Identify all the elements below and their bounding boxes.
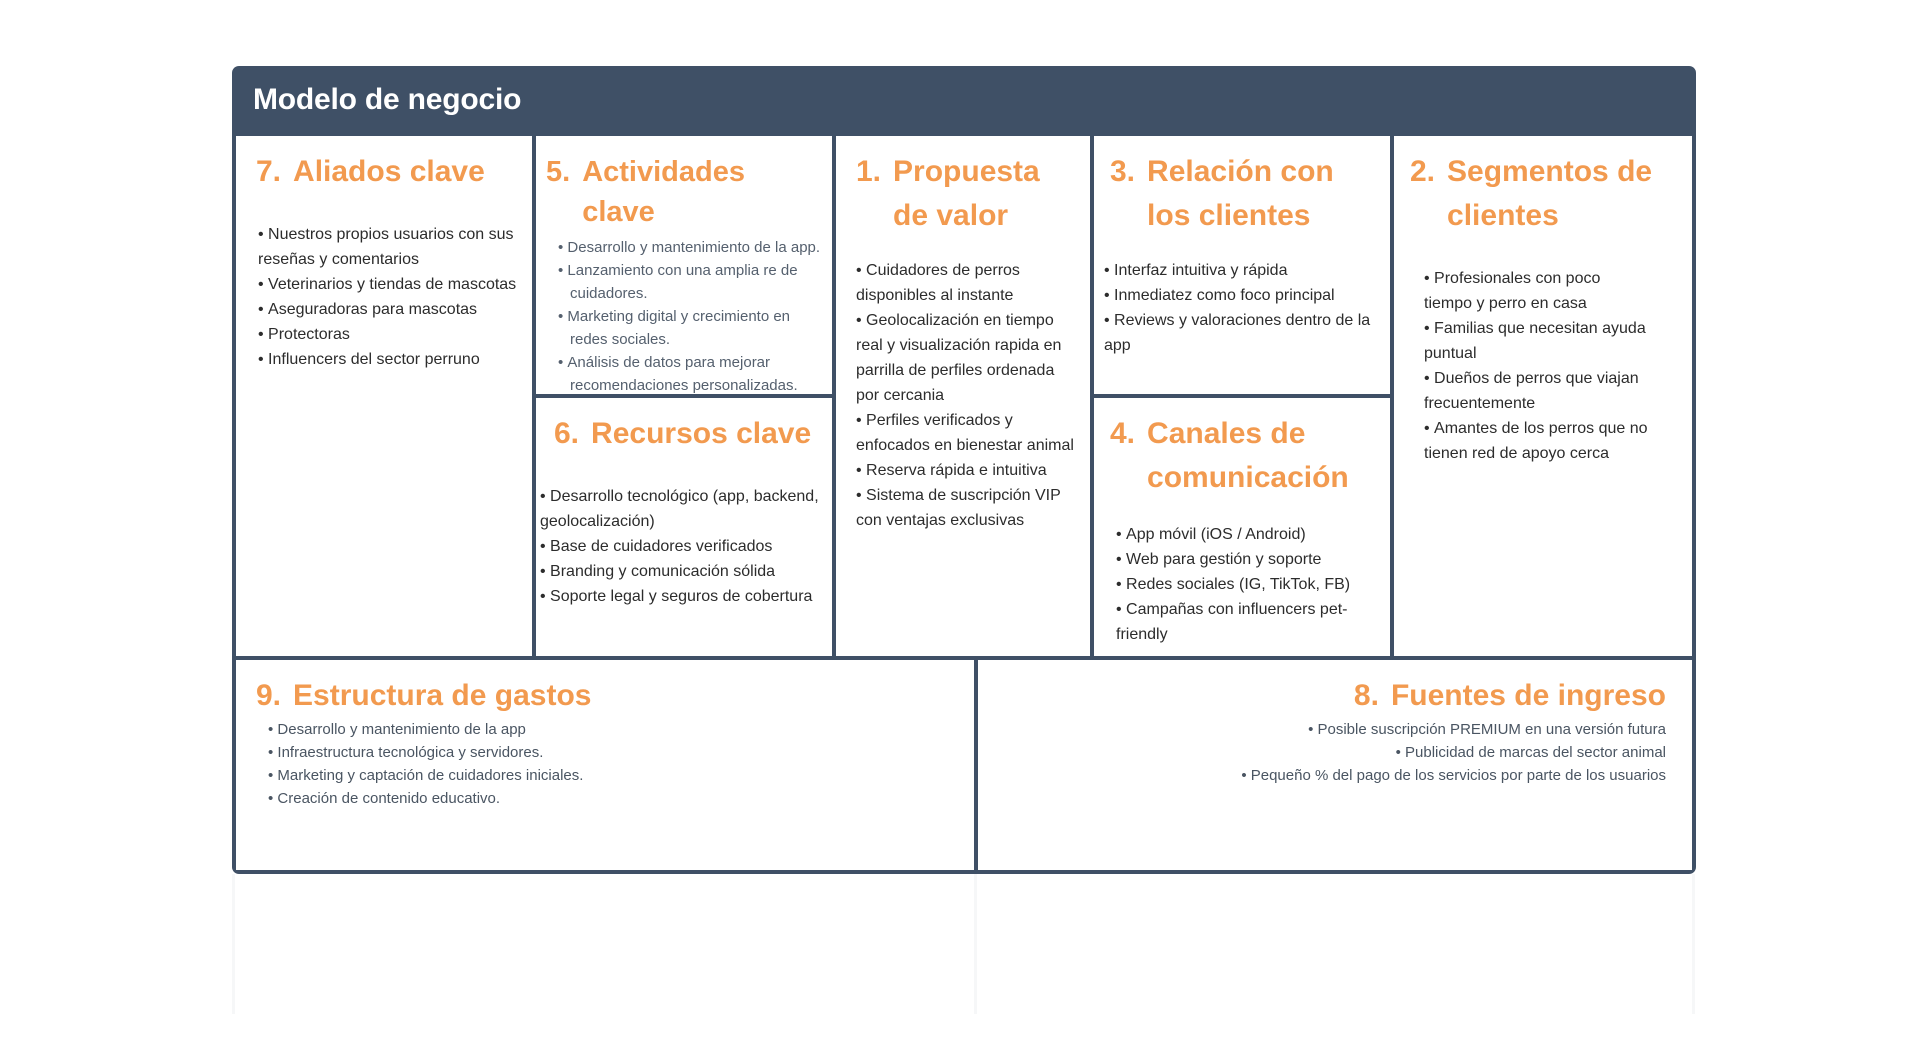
box-title: Canales de comunicación [1147, 417, 1349, 494]
list-item: • Perfiles verificados y enfocados en bienestar animal [856, 408, 1080, 458]
box-heading [1104, 150, 1380, 238]
box-heading [856, 150, 1080, 238]
box-title: Fuentes de ingreso [1390, 679, 1666, 712]
reflection-edge [974, 874, 977, 1014]
list-item: • Desarrollo tecnológico (app, backend, geolocalización) [540, 484, 824, 534]
box-fuentes-de-ingreso [978, 660, 1692, 870]
canvas-reflection [232, 874, 1696, 1024]
list-item: • Lanzamiento con una amplia re de cuidadores. [552, 259, 822, 305]
list-item: • Geolocalización en tiempo real y visualización rapida en parrilla de perfiles ordenada por cercania [856, 308, 1080, 408]
list-item: • Profesionales con poco tiempo y perro en casa [1424, 266, 1652, 316]
box-actividades-clave [536, 136, 832, 394]
box-title: Actividades clave [582, 156, 745, 228]
box-number: 3. [1110, 155, 1136, 188]
box-title: Estructura de gastos [293, 679, 592, 712]
box-recursos-clave [536, 398, 832, 656]
box-heading [1110, 412, 1380, 500]
box-heading [988, 674, 1666, 718]
box-heading [546, 152, 822, 232]
list-item: • Dueños de perros que viajan frecuentemente [1424, 366, 1652, 416]
box-title: Aliados clave [293, 155, 485, 188]
list-item: • Soporte legal y seguros de cobertura [540, 584, 824, 609]
box-heading [256, 674, 964, 718]
box-number: 7. [256, 155, 282, 188]
box-heading [540, 412, 824, 456]
box-number: 6. [554, 417, 580, 450]
box-propuesta-de-valor [836, 136, 1090, 656]
ingresos-list [988, 718, 1666, 787]
list-item: • Redes sociales (IG, TikTok, FB) [1116, 572, 1380, 597]
list-item: • Branding y comunicación sólida [540, 559, 824, 584]
box-aliados-clave [236, 136, 532, 656]
list-item: • Familias que necesitan ayuda puntual [1424, 316, 1652, 366]
list-item: • Pequeño % del pago de los servicios por parte de los usuarios [988, 764, 1666, 787]
box-heading [1410, 150, 1682, 238]
box-title: Recursos clave [591, 417, 812, 450]
box-segmentos-de-clientes [1394, 136, 1692, 656]
canvas-header [232, 66, 1696, 134]
actividades-list [546, 236, 822, 394]
box-number: 2. [1410, 155, 1436, 188]
box-number: 1. [856, 155, 882, 188]
propuesta-list [856, 258, 1080, 533]
reflection-edge [1692, 874, 1695, 1014]
segmentos-list [1410, 266, 1682, 466]
gastos-list [256, 718, 964, 810]
list-item: • Interfaz intuitiva y rápida [1104, 258, 1380, 283]
list-item: • Análisis de datos para mejorar recomendaciones personalizadas. [552, 351, 822, 394]
list-item: • Desarrollo y mantenimiento de la app [268, 718, 964, 741]
list-item: • Base de cuidadores verificados [540, 534, 824, 559]
list-item: • App móvil (iOS / Android) [1116, 522, 1380, 547]
aliados-list [256, 222, 518, 372]
box-relacion-con-los-clientes [1094, 136, 1390, 394]
recursos-list [540, 484, 824, 609]
list-item: • Marketing y captación de cuidadores iniciales. [268, 764, 964, 787]
list-item: • Posible suscripción PREMIUM en una versión futura [988, 718, 1666, 741]
box-number: 4. [1110, 417, 1136, 450]
box-title: Relación con los clientes [1147, 155, 1334, 232]
list-item: • Marketing digital y crecimiento en redes sociales. [552, 305, 822, 351]
box-title: Segmentos de clientes [1447, 155, 1653, 232]
list-item: • Inmediatez como foco principal [1104, 283, 1380, 308]
relacion-list [1104, 258, 1380, 358]
box-number: 9. [256, 679, 282, 712]
list-item: • Veterinarios y tiendas de mascotas [258, 272, 518, 297]
list-item: • Creación de contenido educativo. [268, 787, 964, 810]
box-heading [256, 150, 518, 194]
box-number: 5. [546, 156, 571, 188]
list-item: • Publicidad de marcas del sector animal [988, 741, 1666, 764]
list-item: • Sistema de suscripción VIP con ventajas exclusivas [856, 483, 1080, 533]
canales-list [1110, 522, 1380, 647]
box-title: Propuesta de valor [893, 155, 1040, 232]
list-item: • Cuidadores de perros disponibles al instante [856, 258, 1080, 308]
list-item: • Desarrollo y mantenimiento de la app. [552, 236, 822, 259]
list-item: • Infraestructura tecnológica y servidores. [268, 741, 964, 764]
list-item: • Influencers del sector perruno [258, 347, 518, 372]
list-item: • Reserva rápida e intuitiva [856, 458, 1080, 483]
box-estructura-de-gastos [236, 660, 974, 870]
list-item: • Web para gestión y soporte [1116, 547, 1380, 572]
canvas-title: Modelo de negocio [253, 83, 522, 116]
reflection-edge [232, 874, 235, 1014]
list-item: • Nuestros propios usuarios con sus reseñas y comentarios [258, 222, 518, 272]
box-canales-de-comunicacion [1094, 398, 1390, 656]
list-item: • Protectoras [258, 322, 518, 347]
list-item: • Campañas con influencers pet-friendly [1116, 597, 1380, 647]
list-item: • Amantes de los perros que no tienen red de apoyo cerca [1424, 416, 1652, 466]
business-model-canvas [232, 66, 1696, 874]
list-item: • Reviews y valoraciones dentro de la app [1104, 308, 1380, 358]
box-number: 8. [1353, 679, 1379, 712]
list-item: • Aseguradoras para mascotas [258, 297, 518, 322]
